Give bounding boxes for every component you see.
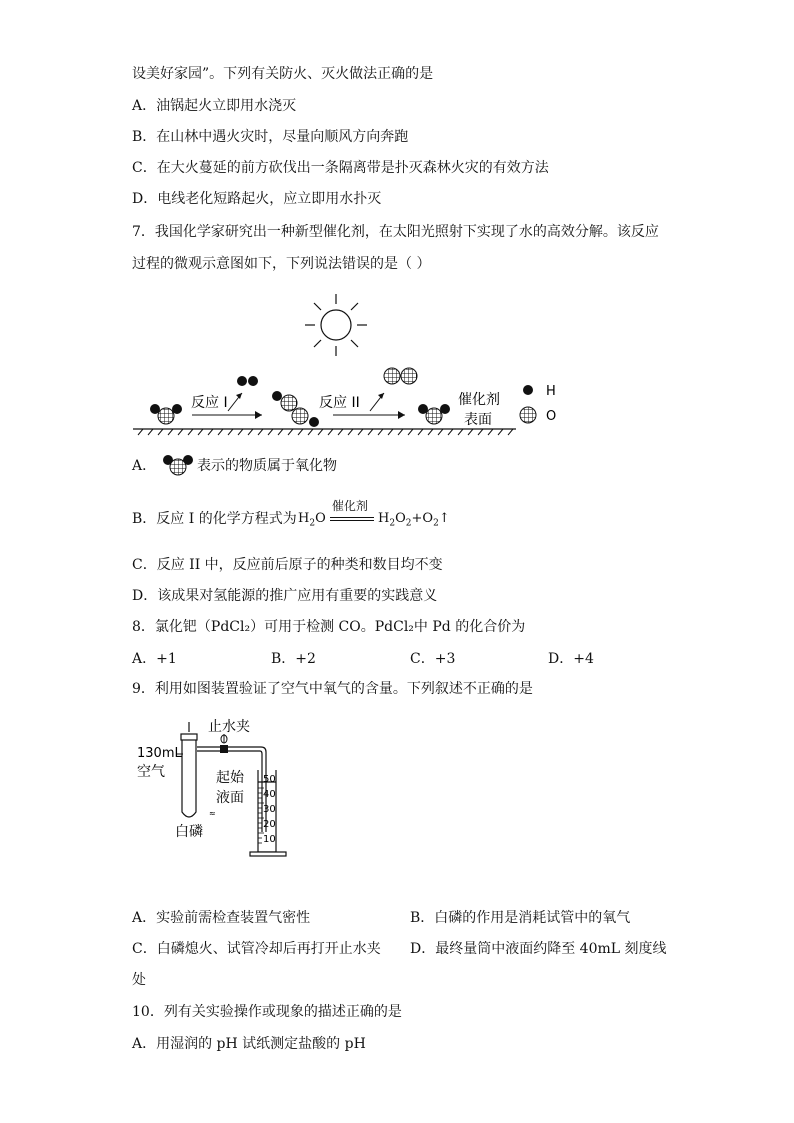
q9-stem: 9．利用如图装置验证了空气中氧气的含量。下列叙述不正确的是	[132, 681, 533, 697]
q7-option-d: D．该成果对氢能源的推广应用有重要的实践意义	[132, 588, 438, 604]
scale-40: 40	[263, 789, 276, 800]
svg-text:≈: ≈	[209, 809, 216, 818]
svg-text:O: O	[546, 409, 557, 424]
volume-label: 130mL	[137, 746, 182, 761]
q6-option-c: C．在大火蔓延的前方砍伐出一条隔离带是扑灭森林火灾的有效方法	[132, 160, 549, 176]
svg-text:H: H	[546, 384, 556, 399]
scale-50: 50	[263, 774, 276, 785]
q8-option-c: C．+3	[410, 651, 456, 667]
q8-option-d: D．+4	[548, 651, 594, 667]
level-label-1: 起始	[216, 770, 244, 786]
q7-stem-line1: 7．我国化学家研究出一种新型催化剂，在太阳光照射下实现了水的高效分解。该反应	[132, 224, 659, 240]
q7-stem-line2: 过程的微观示意图如下，下列说法错误的是（ ）	[132, 256, 431, 272]
apparatus-diagram	[130, 712, 430, 872]
sun-icon	[305, 294, 367, 356]
scale-30: 30	[263, 804, 276, 815]
q7-option-a-text: 表示的物质属于氧化物	[197, 458, 337, 474]
q6-stem-tail: 设美好家园”。下列有关防火、灭火做法正确的是	[132, 66, 434, 82]
q8-option-b: B．+2	[271, 651, 316, 667]
q10-option-a: A．用湿润的 pH 试纸测定盐酸的 pH	[132, 1036, 366, 1052]
catalyst-condition: 催化剂	[331, 498, 368, 513]
q6-option-d: D．电线老化短路起火，应立即用水扑灭	[132, 191, 382, 207]
level-label-2: 液面	[216, 790, 244, 806]
reaction2-label: 反应 II	[319, 395, 360, 411]
scale-20: 20	[263, 819, 276, 830]
surface-label: 表面	[464, 412, 492, 428]
q10-stem: 10．列有关实验操作或现象的描述正确的是	[132, 1004, 402, 1020]
legend	[520, 384, 556, 424]
reaction1-label: 反应 I	[191, 395, 228, 411]
hydrogen-molecule-icon	[237, 376, 258, 386]
q9-option-d: D．最终量筒中液面约降至 40mL 刻度线	[410, 941, 667, 957]
hydrogen-peroxide-icon	[272, 391, 319, 427]
reaction-diagram	[0, 285, 794, 445]
water-molecule-icon	[162, 452, 194, 476]
q7-option-a-prefix: A．	[132, 458, 157, 474]
q7-option-c: C．反应 II 中，反应前后原子的种类和数目均不变	[132, 557, 443, 573]
water-molecule-icon	[418, 404, 450, 424]
catalyst-label: 催化剂	[458, 392, 500, 408]
q9-option-c-cont: 处	[132, 972, 146, 988]
q6-option-b: B．在山林中遇火灾时，尽量向顺风方向奔跑	[132, 129, 409, 145]
q8-stem: 8．氯化钯（PdCl₂）可用于检测 CO。PdCl₂中 Pd 的化合价为	[132, 619, 526, 635]
q9-option-a: A．实验前需检查装置气密性	[132, 910, 311, 926]
q9-option-c: C．白磷熄火、试管冷却后再打开止水夹	[132, 941, 381, 957]
phosphorus-label: 白磷	[175, 824, 203, 840]
clamp-label: 止水夹	[208, 719, 250, 735]
q8-option-a: A．+1	[132, 651, 177, 667]
catalyst-surface	[133, 429, 516, 435]
air-label: 空气	[137, 764, 165, 780]
water-molecule-icon	[150, 404, 182, 424]
q7-option-b-text: B．反应 I 的化学方程式为	[132, 511, 297, 527]
test-tube-icon	[181, 722, 197, 817]
q7-option-b-equation: $H_2O$ 催化剂 $H_2O_2+O_2↑$	[298, 509, 450, 534]
q9-option-b: B．白磷的作用是消耗试管中的氧气	[410, 910, 631, 926]
oxygen-molecule-icon	[384, 368, 417, 384]
scale-10: 10	[263, 834, 276, 845]
q6-option-a: A．油锅起火立即用水浇灭	[132, 98, 297, 114]
